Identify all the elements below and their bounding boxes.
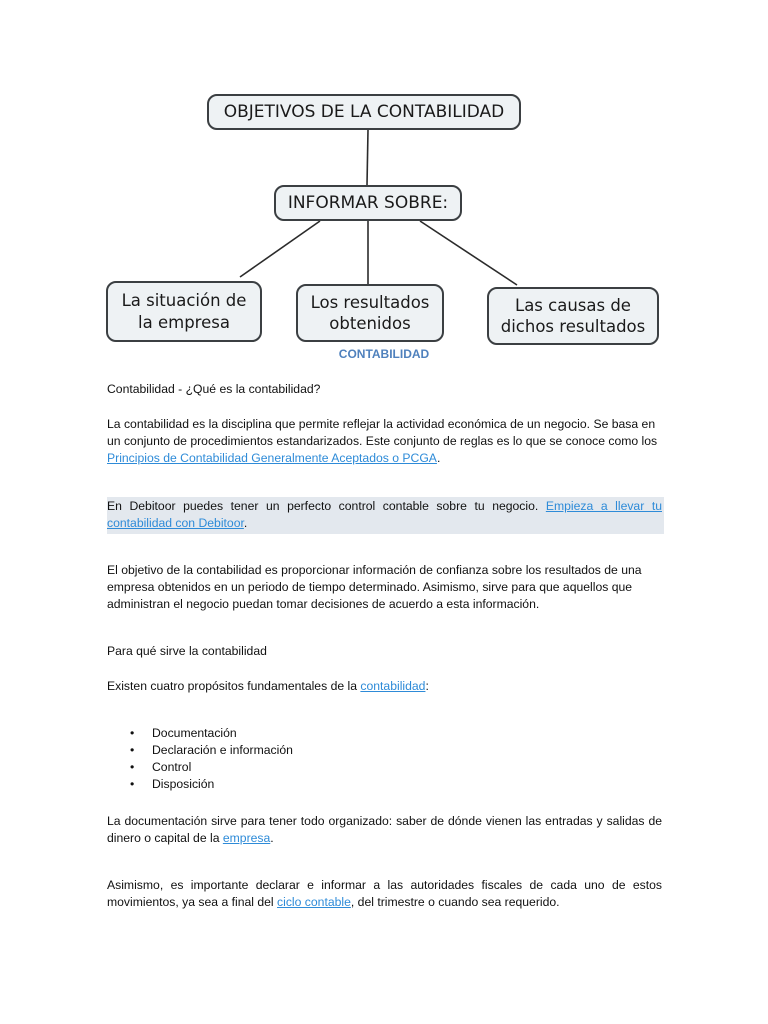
connector-middle-left: [240, 221, 320, 277]
paragraph-propositos: [107, 678, 662, 695]
heading-para-que: Para qué sirve la contabilidad: [107, 644, 267, 658]
list-item: • Control: [107, 759, 293, 776]
paragraph-declarar: [107, 877, 662, 911]
node-resultados: Los resultados obtenidos: [296, 284, 444, 342]
paragraph-documentacion-text: La documentación sirve para tener todo organizado: saber de dónde vienen las entradas y salidas de dinero o capital de la: [107, 814, 662, 845]
list-item: • Documentación: [107, 725, 293, 742]
concept-map: [0, 0, 768, 350]
paragraph-definicion: [107, 416, 662, 467]
link-empresa[interactable]: empresa: [222, 831, 271, 845]
list-item: • Disposición: [107, 776, 293, 793]
list-item: • Declaración e información: [107, 742, 293, 759]
node-causas: Las causas de dichos resultados: [487, 287, 659, 345]
promo-end: .: [243, 516, 248, 530]
paragraph-documentacion: [107, 813, 662, 847]
paragraph-definicion-text: La contabilidad es la disciplina que permite reflejar la actividad económica de un negocio. Se basa en un conjunto de procedimientos estandarizados. Este conjunto de reglas es lo que se conoce como los: [107, 417, 658, 448]
node-informar: INFORMAR SOBRE:: [274, 185, 462, 221]
link-debitoor[interactable]: Empieza a llevar tu contabilidad con Debitoor: [107, 499, 662, 530]
paragraph-propositos-text: Existen cuatro propósitos fundamentales de la: [107, 679, 361, 693]
paragraph-declarar-end: , del trimestre o cuando sea requerido.: [350, 895, 560, 909]
promo-text: En Debitoor puedes tener un perfecto control contable sobre tu negocio.: [107, 499, 546, 513]
connector-middle-right: [420, 221, 517, 285]
paragraph-declarar-text: Asimismo, es importante declarar e informar a las autoridades fiscales de cada uno de estos movimientos, ya sea a final del: [107, 878, 662, 909]
node-objetivos: OBJETIVOS DE LA CONTABILIDAD: [207, 94, 521, 130]
link-contabilidad[interactable]: contabilidad: [360, 679, 426, 693]
diagram-caption: CONTABILIDAD: [338, 347, 430, 361]
link-pcga[interactable]: Principios de Contabilidad Generalmente Aceptados o PCGA: [107, 451, 437, 465]
paragraph-documentacion-end: .: [270, 831, 274, 845]
heading-que-es: Contabilidad - ¿Qué es la contabilidad?: [107, 382, 321, 396]
node-situacion: La situación de la empresa: [106, 281, 262, 342]
paragraph-objetivo: El objetivo de la contabilidad es proporcionar información de confianza sobre los resultados de una empresa obtenidos en un periodo de tiempo determinado. Asimismo, sirve para que aquellos que administran el negocio puedan tomar decisiones de acuerdo a esta información.: [107, 563, 642, 611]
purposes-list: [107, 725, 293, 793]
paragraph-definicion-end: .: [436, 451, 441, 465]
connector-root-middle: [367, 130, 368, 185]
paragraph-propositos-end: :: [425, 679, 429, 693]
link-ciclo-contable[interactable]: ciclo contable: [277, 895, 351, 909]
promo-box: [107, 497, 664, 534]
